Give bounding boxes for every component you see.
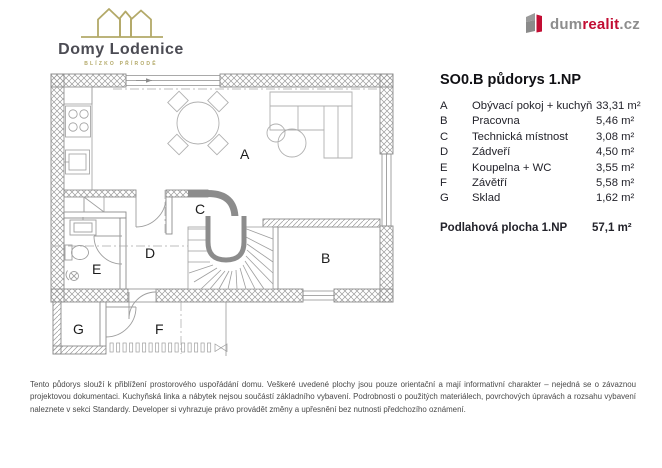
portal-highlight: realit	[582, 16, 620, 33]
portal-suffix: .cz	[619, 16, 640, 33]
room-label-d: D	[145, 245, 156, 261]
legend-area: 3,55 m²	[596, 161, 635, 174]
legend-key: F	[440, 177, 447, 190]
room-label-g: G	[73, 321, 84, 337]
room-label-a: A	[240, 146, 250, 162]
brand-name: Domy Lodenice	[58, 41, 184, 58]
legend-area: 33,31 m²	[596, 100, 641, 112]
legend-row	[440, 130, 652, 145]
brand-logo	[46, 6, 196, 67]
legend-area: 5,46 m²	[596, 115, 635, 128]
dining-table	[168, 91, 229, 155]
room-label-f: F	[155, 321, 164, 337]
window-right	[382, 154, 391, 226]
legend-area: 3,08 m²	[596, 130, 635, 143]
legend-row	[440, 161, 652, 176]
box-icon	[523, 10, 545, 39]
staircase	[188, 216, 273, 289]
room-label-c: C	[195, 201, 206, 217]
legend-key: G	[440, 192, 449, 205]
legend-label: Koupelna + WC	[472, 161, 552, 174]
legend-row	[440, 191, 652, 206]
legend-key: B	[440, 115, 448, 128]
portal-logo	[523, 10, 640, 39]
legend-total-row	[440, 222, 652, 234]
floor-plan	[48, 66, 406, 379]
legend-key: C	[440, 130, 449, 143]
legend-key: D	[440, 146, 449, 159]
portal-prefix: dum	[550, 16, 583, 33]
legend-area: 1,62 m²	[596, 192, 635, 205]
legend-row	[440, 114, 652, 129]
legend-label: Zádveří	[472, 146, 511, 159]
legend-key: E	[440, 161, 448, 174]
disclaimer-text: Tento půdorys slouží k přiblížení prostorového uspořádání domu. Veškeré uvedené plochy jsou pouze orientační a mají informativní charakter – nejedná se o závaznou projektovou dokumentaci. Kuchyňská linka a nábytek nejsou součástí základního vybavení. Podrobnosti o použitých materiálech, povrchových úpravách a rozsahu vybavení naleznete v sekci Standardy. Developer si vyhrazuje právo provádět změny a upřesnění bez nutnosti předchozího oznámení.	[30, 380, 636, 414]
houses-icon	[46, 6, 196, 40]
legend-row	[440, 145, 652, 160]
window-bottom	[303, 291, 334, 300]
legend-label: Sklad	[472, 192, 501, 205]
legend-total-label: Podlahová plocha 1.NP	[440, 221, 568, 234]
legend-label: Technická místnost	[472, 130, 569, 143]
legend-area: 4,50 m²	[596, 146, 635, 159]
slide-arrow-icon	[136, 78, 152, 83]
portal-name	[550, 16, 640, 33]
legend-label: Závětří	[472, 177, 508, 190]
legend-total-area: 57,1 m²	[592, 221, 632, 234]
brand-tagline: BLÍZKO PŘÍRODĚ	[84, 61, 158, 67]
legend-area: 5,58 m²	[596, 177, 635, 190]
legend-row	[440, 99, 652, 114]
legend-title: SO0.B půdorys 1.NP	[440, 72, 582, 88]
sofa	[267, 92, 352, 158]
legend-label: Obývací pokoj + kuchyň	[472, 100, 593, 112]
legend-row	[440, 176, 652, 191]
room-label-e: E	[92, 261, 102, 277]
legend-key: A	[440, 100, 448, 112]
legend-label: Pracovna	[472, 115, 520, 128]
room-label-b: B	[321, 250, 331, 266]
deck-boards	[110, 343, 227, 352]
legend	[440, 72, 652, 234]
